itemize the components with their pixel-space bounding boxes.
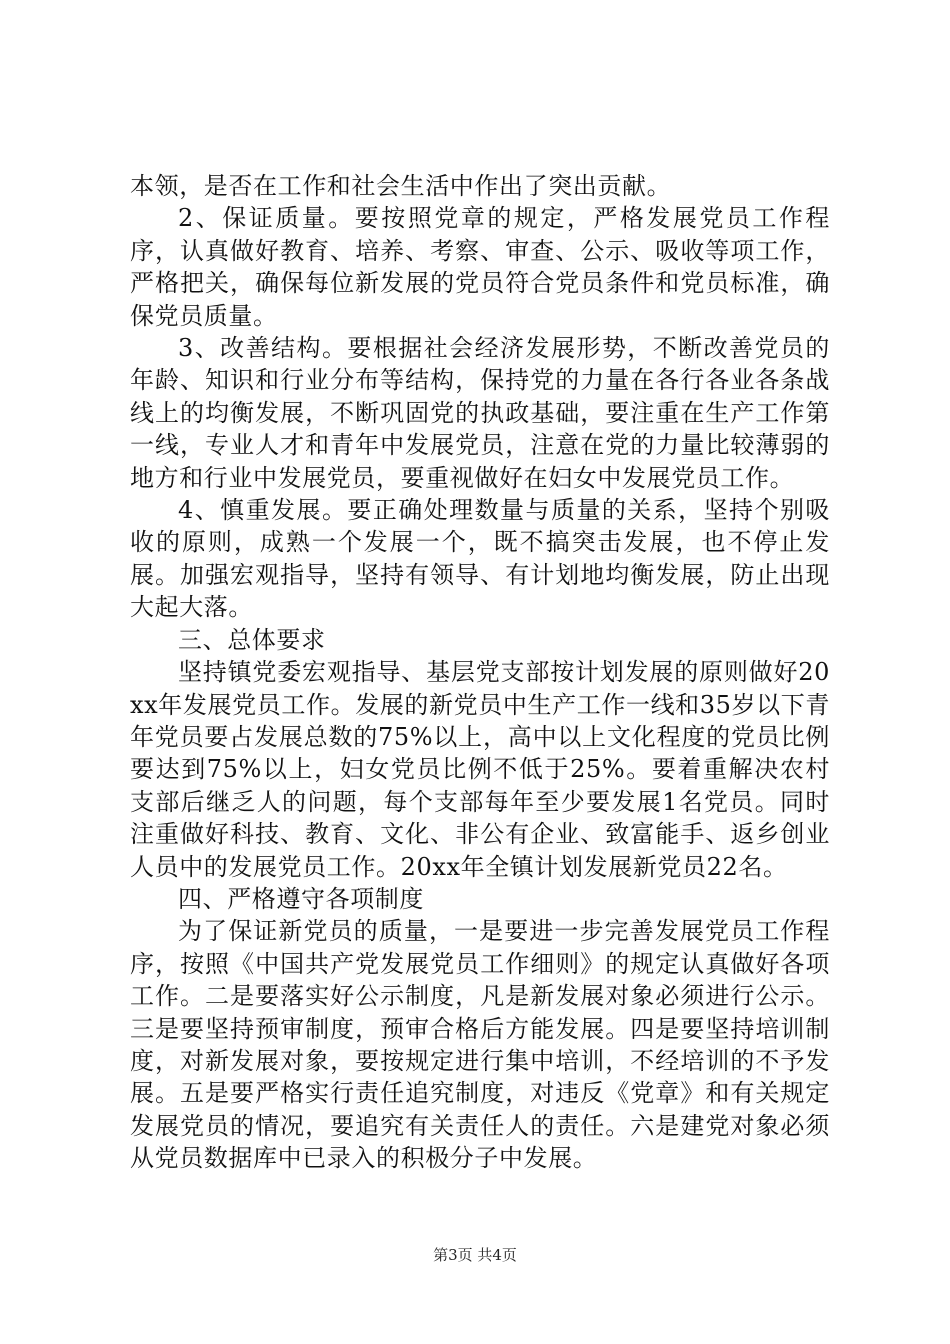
page-footer: 第3页 共4页 [433, 1246, 517, 1264]
paragraph-quality: 2、保证质量。要按照党章的规定，严格发展党员工作程序，认真做好教育、培养、考察、审查、公示、吸收等项工作，严格把关，确保每位新发展的党员符合党员条件和党员标准，确保党员质量。 [130, 204, 830, 330]
paragraph-prudent-development: 4、慎重发展。要正确处理数量与质量的关系，坚持个别吸收的原则，成熟一个发展一个，既不搞突击发展，也不停止发展。加强宏观指导，坚持有领导、有计划地均衡发展，防止出现大起大落。 [130, 496, 830, 622]
paragraph-regulations: 为了保证新党员的质量，一是要进一步完善发展党员工作程序，按照《中国共产党发展党员工作细则》的规定认真做好各项工作。二是要落实好公示制度，凡是新发展对象必须进行公示。三是要坚持预审制度，预审合格后方能发展。四是要坚持培训制度，对新发展对象，要按规定进行集中培训，不经培训的不予发展。五是要严格实行责任追究制度，对违反《党章》和有关规定发展党员的情况，要追究有关责任人的责任。六是建党对象必须从党员数据库中已录入的积极分子中发展。 [130, 917, 830, 1173]
section-heading-regulations: 四、严格遵守各项制度 [178, 884, 424, 913]
section-heading-overall-requirements: 三、总体要求 [178, 625, 326, 654]
paragraph-continuation: 本领，是否在工作和社会生活中作出了突出贡献。 [130, 172, 672, 200]
document-body [130, 170, 830, 1175]
paragraph-overall-requirements: 坚持镇党委宏观指导、基层党支部按计划发展的原则做好20xx年发展党员工作。发展的新党员中生产工作一线和35岁以下青年党员要占发展总数的75%以上，高中以上文化程度的党员比例要达到75%以上，妇女党员比例不低于25%。要着重解决农村支部后继乏人的问题，每个支部每年至少要发展1名党员。同时注重做好科技、教育、文化、非公有企业、致富能手、返乡创业人员中的发展党员工作。20xx年全镇计划发展新党员22名。 [130, 658, 830, 881]
paragraph-structure: 3、改善结构。要根据社会经济发展形势，不断改善党员的年龄、知识和行业分布等结构，保持党的力量在各行各业各条战线上的均衡发展，不断巩固党的执政基础，要注重在生产工作第一线，专业人才和青年中发展党员，注意在党的力量比较薄弱的地方和行业中发展党员，要重视做好在妇女中发展党员工作。 [130, 334, 830, 492]
